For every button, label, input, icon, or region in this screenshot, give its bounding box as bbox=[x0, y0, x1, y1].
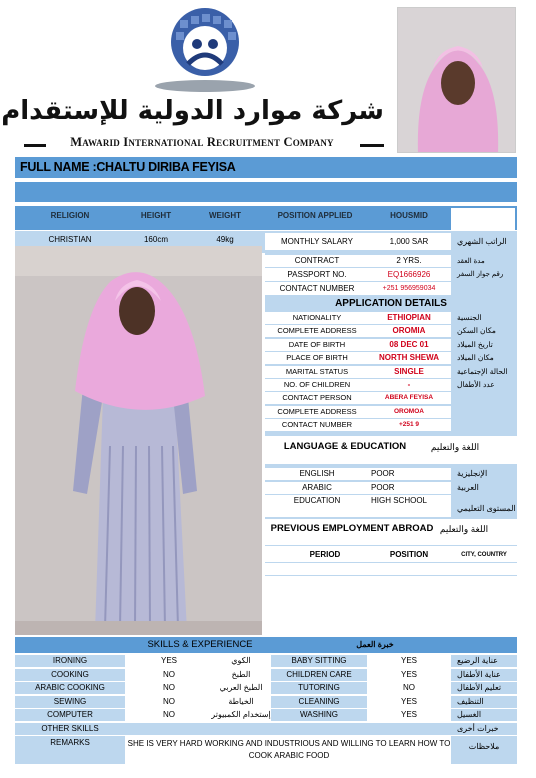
previous-title: PREVIOUS EMPLOYMENT ABROAD bbox=[270, 523, 434, 535]
name-sub-bar bbox=[15, 182, 517, 202]
contract-value: 2 YRS. bbox=[396, 256, 422, 265]
skills-title-arabic: خبرة العمل bbox=[356, 640, 394, 649]
salary-label: MONTHLY SALARY bbox=[280, 236, 354, 246]
previous-row-2 bbox=[265, 576, 517, 633]
other-skills-arabic: خبرات أخرى bbox=[457, 724, 499, 733]
weight-value: 49kg bbox=[216, 235, 234, 244]
skill-right-arabic: عناية الأطفال bbox=[457, 670, 501, 679]
header-housemaid: HOUSMID bbox=[390, 211, 428, 220]
skill-right-value: YES bbox=[400, 670, 417, 679]
application-label: NO. OF CHILDREN bbox=[283, 380, 351, 390]
skill-right-value: YES bbox=[400, 697, 417, 706]
skill-left-value: NO bbox=[163, 683, 175, 692]
application-value: 08 DEC 01 bbox=[389, 340, 429, 349]
remarks-arabic: ملاحظات bbox=[468, 742, 500, 751]
previous-title-arabic: اللغة والتعليم bbox=[439, 523, 489, 534]
language-value: POOR bbox=[371, 483, 395, 492]
application-label: PLACE OF BIRTH bbox=[286, 353, 348, 363]
application-value: NORTH SHEWA bbox=[379, 353, 439, 362]
language-arabic: الإنجليزية bbox=[457, 469, 488, 478]
skill-right-label: BABY SITTING bbox=[291, 656, 347, 665]
application-arabic: الجنسية bbox=[457, 313, 482, 323]
header-height: HEIGHT bbox=[140, 211, 172, 220]
application-label: COMPLETE ADDRESS bbox=[277, 407, 357, 417]
language-arabic: العربية bbox=[457, 483, 479, 492]
skill-right-arabic: تعليم الأطفال bbox=[457, 683, 502, 692]
application-arabic: تاريخ الميلاد bbox=[457, 340, 493, 350]
company-logo bbox=[150, 2, 260, 94]
application-value: ABERA FEYISA bbox=[384, 393, 434, 401]
company-english-name: Mawarid International Recruitment Company bbox=[70, 135, 334, 149]
passport-label: PASSPORT NO. bbox=[287, 269, 347, 279]
language-value: POOR bbox=[371, 469, 395, 478]
application-label: MARITAL STATUS bbox=[285, 367, 349, 377]
skill-left-label: IRONING bbox=[52, 656, 88, 665]
skill-left-arabic: الطبخ bbox=[231, 670, 251, 679]
company-name-rule-right bbox=[360, 144, 384, 147]
skills-title: SKILLS & EXPERIENCE bbox=[147, 639, 253, 651]
skill-right-label: CHILDREN CARE bbox=[286, 670, 352, 679]
application-label: CONTACT PERSON bbox=[282, 393, 352, 403]
contact-top-label: CONTACT NUMBER bbox=[279, 283, 355, 293]
application-label: COMPLETE ADDRESS bbox=[277, 326, 357, 336]
application-details-title: APPLICATION DETAILS bbox=[335, 297, 447, 309]
language-title-arabic: اللغة والتعليم bbox=[430, 441, 480, 452]
other-skills-label: OTHER SKILLS bbox=[41, 724, 99, 733]
salary-arabic: الراتب الشهري bbox=[457, 236, 507, 246]
language-label: EDUCATION bbox=[293, 496, 341, 505]
skill-left-label: ARABIC COOKING bbox=[35, 683, 105, 692]
application-value: - bbox=[407, 380, 411, 389]
skill-right-label: CLEANING bbox=[298, 697, 340, 706]
profile-photo bbox=[397, 7, 516, 153]
application-arabic: الحالة الإجتماعية bbox=[457, 367, 508, 377]
skill-left-arabic: الكوي bbox=[231, 656, 251, 665]
application-value: OROMOA bbox=[394, 407, 424, 415]
application-arabic: مكان الميلاد bbox=[457, 353, 494, 363]
skill-right-label: WASHING bbox=[300, 710, 338, 719]
skill-left-label: COOKING bbox=[51, 670, 89, 679]
language-label: ENGLISH bbox=[299, 469, 335, 478]
full-name: FULL NAME :CHALTU DIRIBA FEYISA bbox=[20, 160, 236, 174]
application-label: NATIONALITY bbox=[292, 313, 342, 323]
height-value: 160cm bbox=[143, 235, 168, 244]
skill-right-arabic: عناية الرضيع bbox=[457, 656, 498, 665]
company-arabic-name: شركة موارد الدولية للإستقدام bbox=[1, 96, 384, 126]
skill-left-value: NO bbox=[163, 710, 175, 719]
previous-row-1 bbox=[265, 563, 517, 575]
company-name-rule-left bbox=[24, 144, 46, 147]
language-label: ARABIC bbox=[302, 483, 332, 492]
salary-value: 1,000 SAR bbox=[389, 236, 429, 246]
language-title: LANGUAGE & EDUCATION bbox=[283, 441, 407, 453]
remarks-text: SHE IS VERY HARD WORKING AND INDUSTRIOUS AND WILLING TO LEARN HOW TO COOK ARABIC FOOD bbox=[127, 739, 451, 760]
application-value: ETHIOPIAN bbox=[387, 313, 431, 322]
skill-left-label: COMPUTER bbox=[47, 710, 93, 719]
skill-left-arabic: الخياطة bbox=[228, 697, 254, 706]
application-value: +251 9 bbox=[398, 420, 420, 428]
language-value: HIGH SCHOOL bbox=[371, 496, 428, 505]
skill-right-label: TUTORING bbox=[298, 683, 340, 692]
skill-left-value: NO bbox=[163, 670, 175, 679]
skill-left-value: YES bbox=[160, 656, 177, 665]
previous-position-header: POSITION bbox=[389, 550, 429, 559]
header-weight: WEIGHT bbox=[209, 211, 241, 220]
application-arabic: مكان السكن bbox=[457, 326, 496, 336]
contract-arabic: مدة العقد bbox=[457, 257, 485, 265]
remarks-label: REMARKS bbox=[50, 738, 90, 747]
application-label: CONTACT NUMBER bbox=[281, 420, 353, 430]
application-arabic: عدد الأطفال bbox=[457, 380, 495, 390]
language-arabic: المستوى التعليمي bbox=[457, 504, 516, 513]
passport-arabic: رقم جواز السفر bbox=[457, 271, 504, 278]
skill-left-value: NO bbox=[163, 697, 175, 706]
application-label: DATE OF BIRTH bbox=[288, 340, 346, 350]
skill-right-value: YES bbox=[400, 710, 417, 719]
application-value: OROMIA bbox=[392, 326, 426, 335]
skill-right-value: NO bbox=[403, 683, 415, 692]
skill-right-arabic: التنظيف bbox=[457, 697, 484, 706]
religion-value: CHRISTIAN bbox=[48, 235, 92, 244]
header-religion: RELIGION bbox=[50, 211, 90, 220]
skill-right-arabic: الغسيل bbox=[457, 710, 482, 719]
previous-period-header: PERIOD bbox=[309, 550, 341, 559]
contract-label: CONTRACT bbox=[294, 256, 340, 265]
skill-left-label: SEWING bbox=[53, 697, 87, 706]
contact-top-value: +251 956959034 bbox=[382, 285, 436, 292]
application-value: SINGLE bbox=[394, 367, 424, 376]
skill-right-value: YES bbox=[400, 656, 417, 665]
previous-city-header: CITY, COUNTRY bbox=[461, 552, 507, 558]
skill-left-arabic: الطبخ العربي bbox=[219, 683, 263, 692]
header-blank bbox=[451, 208, 515, 230]
header-position-applied: POSITION APPLIED bbox=[277, 211, 353, 220]
full-body-photo bbox=[15, 246, 262, 635]
passport-value: EQ1666926 bbox=[387, 269, 431, 279]
skill-left-arabic: إستخدام الكمبيوتر bbox=[211, 710, 271, 719]
